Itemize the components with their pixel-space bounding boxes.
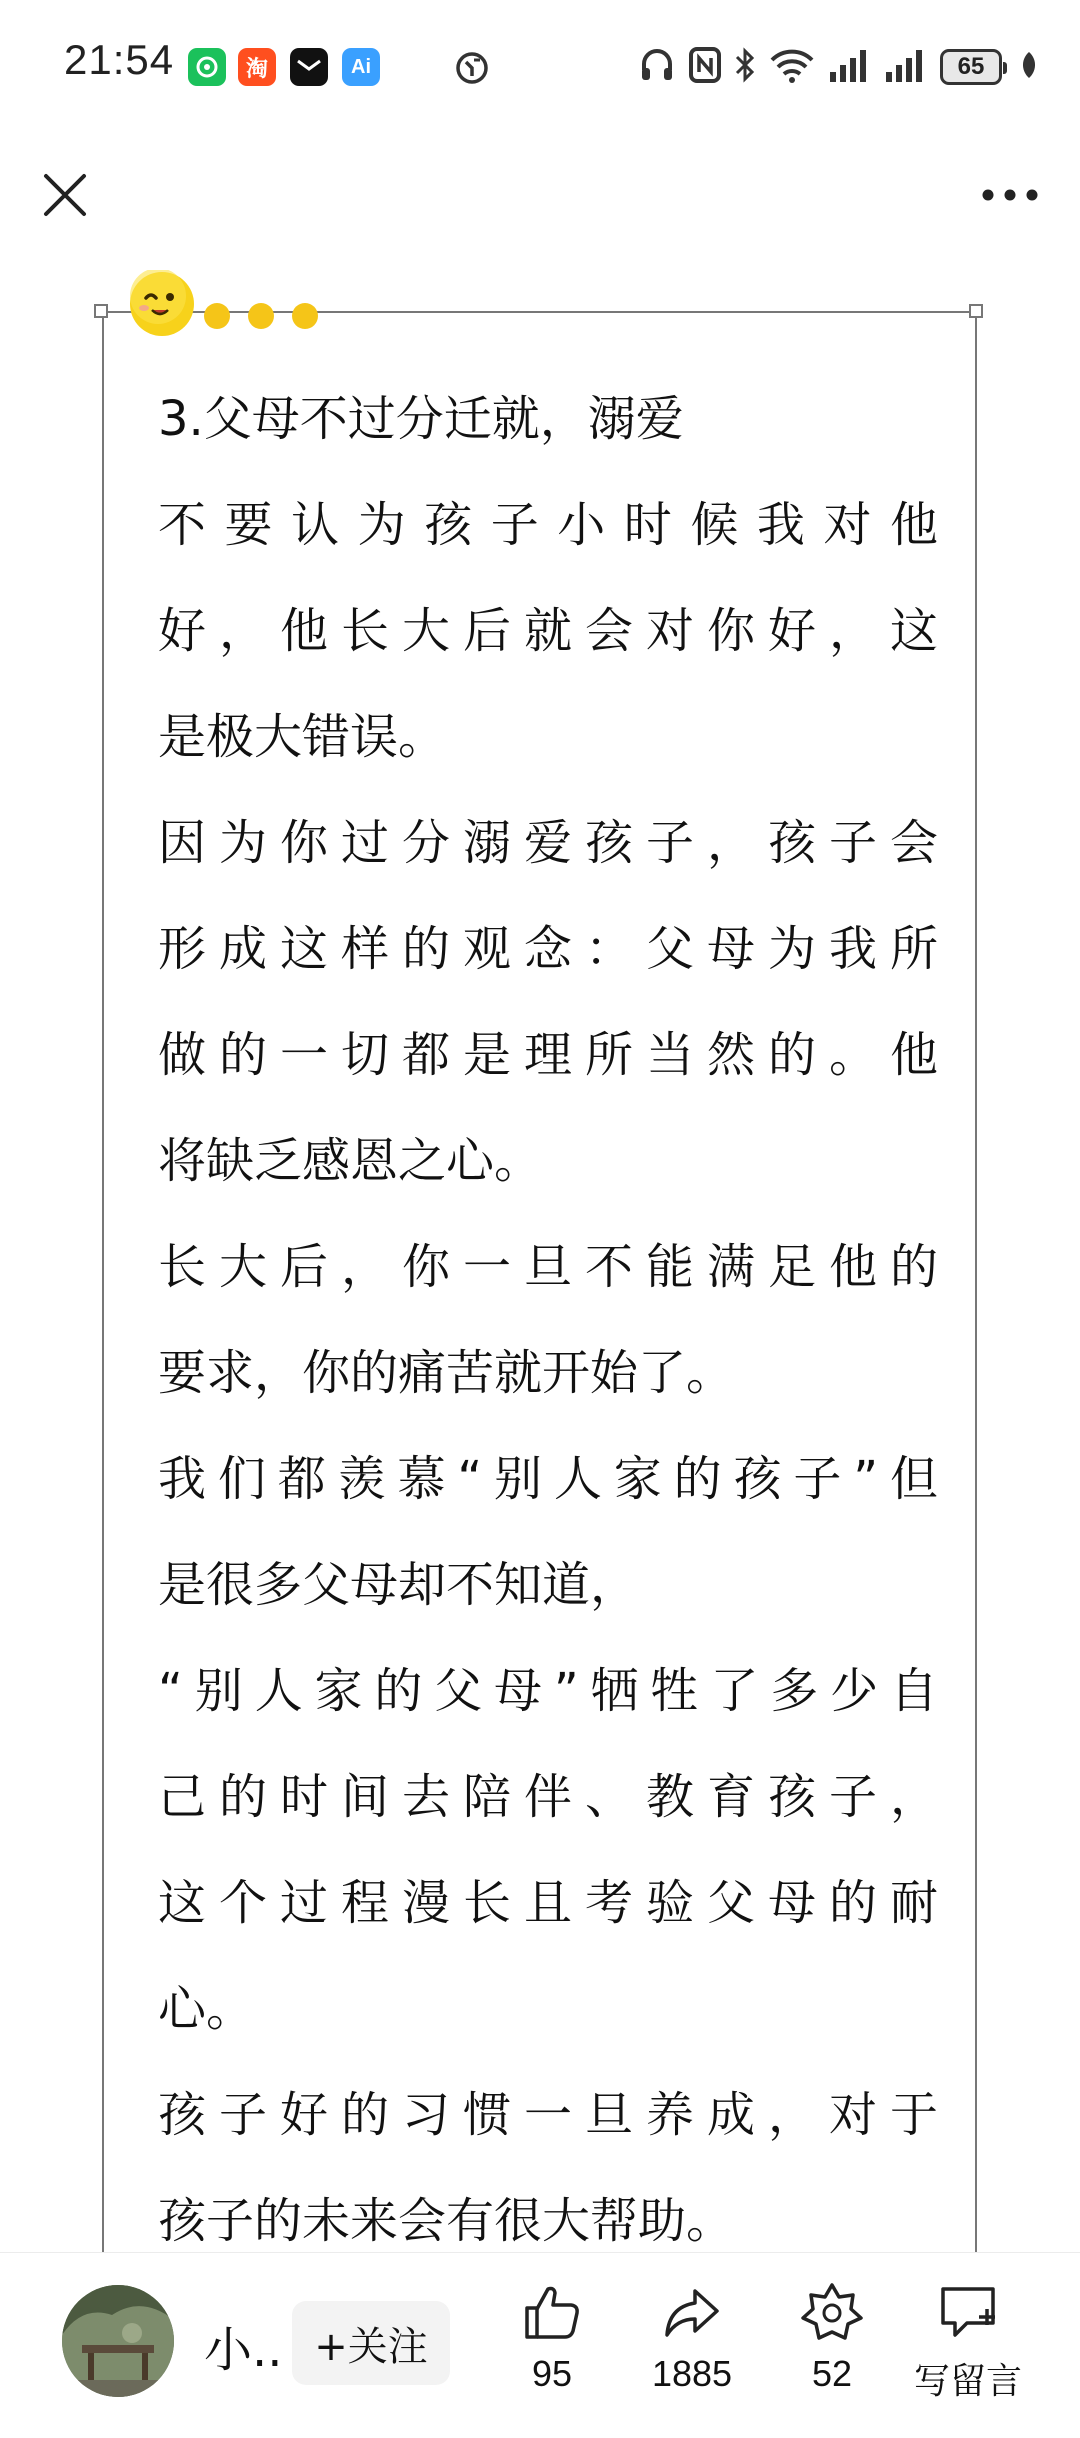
taobao-glyph: 淘	[245, 55, 268, 81]
follow-button[interactable]: +关注	[292, 2301, 450, 2385]
frame-corner-left	[94, 304, 108, 318]
article-line: 己的时间去陪伴、教育孩子，	[158, 1769, 938, 1825]
article-line: 心。	[158, 1981, 255, 2037]
headphones-icon	[638, 46, 676, 88]
nfc-icon	[688, 46, 722, 88]
avatar-image	[62, 2285, 174, 2397]
share-button[interactable]	[622, 2281, 762, 2421]
article-line: 是极大错误。	[158, 709, 447, 765]
author-name[interactable]: 小..	[204, 2322, 283, 2378]
signal-2-icon	[884, 46, 928, 88]
article-line: 形成这样的观念：父母为我所	[158, 921, 938, 977]
more-options-button[interactable]	[970, 160, 1050, 230]
article-line: 将缺乏感恩之心。	[158, 1133, 543, 1189]
article-line: 要求，你的痛苦就开始了。	[158, 1345, 735, 1401]
taobao-app-icon	[238, 48, 276, 86]
share-count: 1885	[651, 2353, 733, 2394]
wechat-app-icon	[188, 48, 226, 86]
more-icon	[980, 188, 1040, 202]
write-comment-label: 写留言	[913, 2361, 1022, 2402]
decor-dot	[204, 303, 230, 329]
article-body	[158, 366, 938, 2274]
comment-button[interactable]	[898, 2281, 1038, 2421]
article-line: 因为你过分溺爱孩子，孩子会	[158, 815, 938, 871]
article-line: 好，他长大后就会对你好，这	[158, 603, 938, 659]
decor-dot	[248, 303, 274, 329]
status-bar	[0, 0, 1080, 130]
close-icon	[40, 170, 90, 220]
frame-corner-right	[969, 304, 983, 318]
status-indicators	[638, 44, 1038, 90]
article-line: “别人家的父母”牺牲了多少自	[158, 1663, 938, 1719]
winking-face-icon	[128, 270, 196, 338]
article-line: 3.父母不过分迁就，溺爱	[158, 391, 684, 447]
frame-top-border	[100, 311, 978, 313]
mail-app-icon	[290, 48, 328, 86]
thumbs-up-icon	[521, 2281, 583, 2343]
signal-1-icon	[828, 46, 872, 88]
comment-icon	[937, 2281, 999, 2343]
frame-left-border	[102, 312, 104, 2252]
leaf-icon	[1020, 50, 1038, 84]
article-line: 孩子好的习惯一旦养成，对于	[158, 2087, 938, 2143]
ai-app-icon	[342, 48, 380, 86]
article-line: 孩子的未来会有很大帮助。	[158, 2193, 735, 2249]
bluetooth-icon	[734, 46, 756, 88]
close-button[interactable]	[30, 160, 100, 230]
wifi-icon	[768, 46, 816, 88]
share-arrow-icon	[661, 2281, 723, 2343]
author-avatar[interactable]	[62, 2285, 174, 2397]
ai-glyph: Ai	[351, 55, 371, 78]
article-line: 不要认为孩子小时候我对他	[158, 497, 938, 553]
article-line: 长大后，你一旦不能满足他的	[158, 1239, 938, 1295]
article-line: 我们都羡慕“别人家的孩子”但	[158, 1451, 938, 1507]
like-button[interactable]	[482, 2281, 622, 2421]
favorite-star-icon	[801, 2281, 863, 2343]
battery-level: 65	[957, 53, 985, 80]
like-count: 95	[531, 2353, 573, 2394]
sync-icon	[452, 48, 492, 92]
bottom-action-bar	[0, 2252, 1080, 2438]
decor-dot	[292, 303, 318, 329]
article-line: 做的一切都是理所当然的。他	[158, 1027, 938, 1083]
battery-icon	[940, 49, 1002, 85]
article-line: 这个过程漫长且考验父母的耐	[158, 1875, 938, 1931]
frame-right-border	[975, 312, 977, 2252]
article-line: 是很多父母却不知道，	[158, 1557, 639, 1613]
top-nav	[0, 140, 1080, 250]
favorite-button[interactable]	[762, 2281, 902, 2421]
favorite-count: 52	[811, 2353, 853, 2394]
status-time: 21:54	[64, 36, 175, 83]
